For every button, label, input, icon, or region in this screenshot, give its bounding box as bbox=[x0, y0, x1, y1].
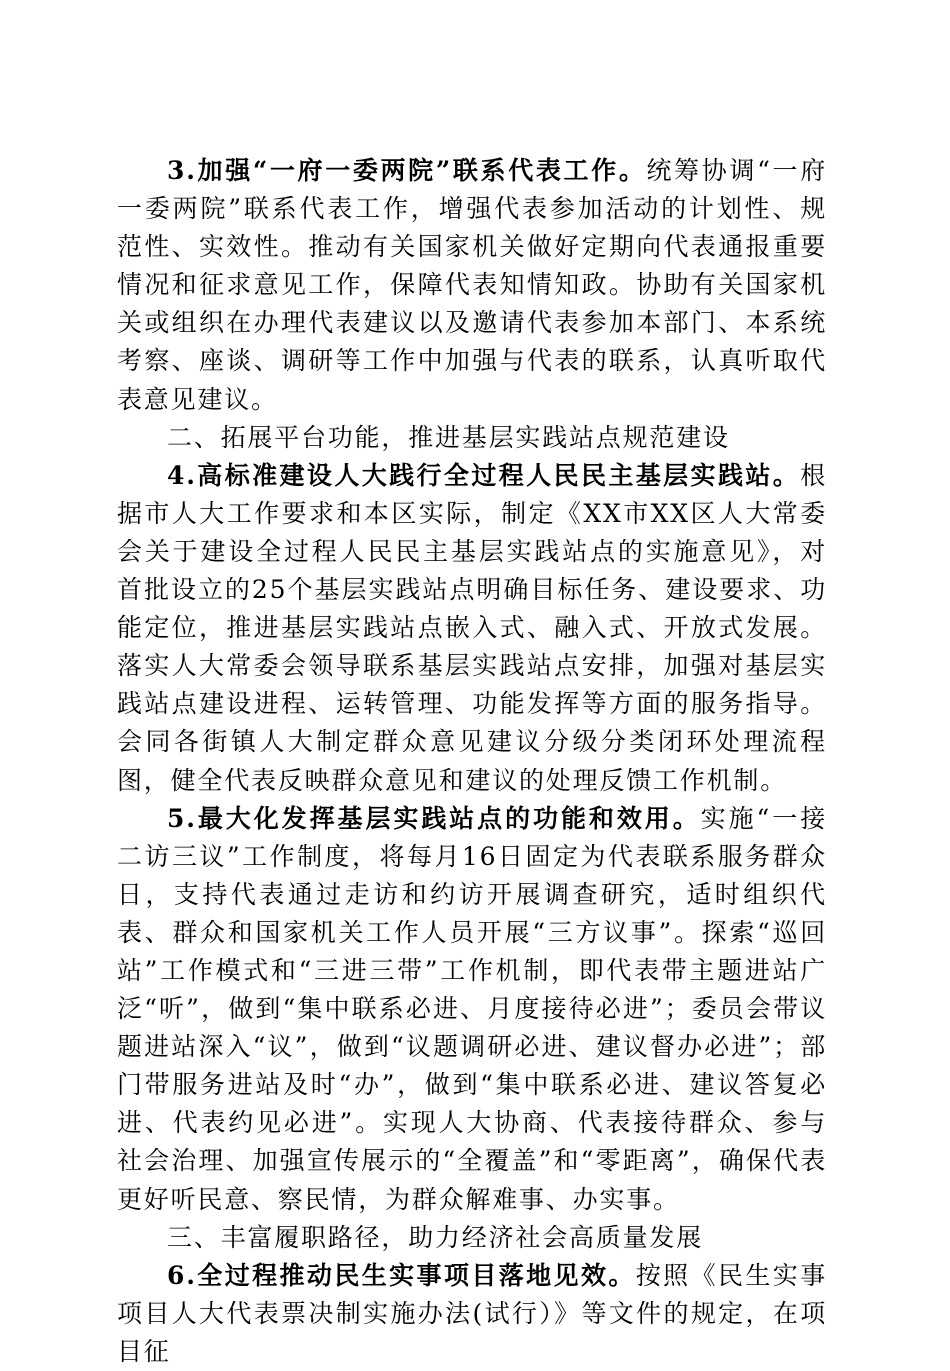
item-3-lead: 3.加强“一府一委两院”联系代表工作。 bbox=[167, 156, 647, 185]
paragraph-item-4 bbox=[117, 457, 827, 800]
item-4-body: 根据市人大工作要求和本区实际，制定《XX市XX区人大常委会关于建设全过程人民民主基层实践站点的实施意见》，对首批设立的25个基层实践站点明确目标任务、建设要求、功能定位，推进基层实践站点嵌入式、融入式、开放式发展。落实人大常委会领导联系基层实践站点安排，加强对基层实践站点建设进程、运转管理、功能发挥等方面的服务指导。会同各街镇人大制定群众意见建议分级分类闭环处理流程图，健全代表反映群众意见和建议的处理反馈工作机制。 bbox=[117, 460, 827, 795]
item-5-body: 实施“一接二访三议”工作制度，将每月16日固定为代表联系服务群众日，支持代表通过走访和约访开展调查研究，适时组织代表、群众和国家机关工作人员开展“三方议事”。探索“巡回站”工作模式和“三进三带”工作机制，即代表带主题进站广泛“听”，做到“集中联系必进、月度接待必进”；委员会带议题进站深入“议”，做到“议题调研必进、建议督办必进”；部门带服务进站及时“办”，做到“集中联系必进、建议答复必进、代表约见必进”。实现人大协商、代表接待群众、参与社会治理、加强宣传展示的“全覆盖”和“零距离”，确保代表更好听民意、察民情，为群众解难事、办实事。 bbox=[117, 803, 827, 1214]
paragraph-item-5 bbox=[117, 800, 827, 1219]
item-5-lead: 5.最大化发挥基层实践站点的功能和效用。 bbox=[167, 803, 701, 833]
paragraph-item-3 bbox=[117, 152, 827, 419]
document-body bbox=[117, 152, 827, 1371]
item-6-lead: 6.全过程推动民生实事项目落地见效。 bbox=[167, 1260, 636, 1290]
item-4-lead: 4.高标准建设人大践行全过程人民民主基层实践站。 bbox=[167, 460, 801, 490]
item-6-body: 按照《民生实事项目人大代表票决制实施办法(试行）》等文件的规定，在项目征 bbox=[117, 1260, 828, 1366]
section-heading-2: 二、拓展平台功能，推进基层实践站点规范建设 bbox=[167, 422, 730, 452]
item-3-body: 统筹协调“一府一委两院”联系代表工作，增强代表参加活动的计划性、规范性、实效性。推动有关国家机关做好定期向代表通报重要情况和征求意见工作，保障代表知情知政。协助有关国家机关或组织在办理代表建议以及邀请代表参加本部门、本系统考察、座谈、调研等工作中加强与代表的联系，认真听取代表意见建议。 bbox=[117, 156, 828, 414]
paragraph-item-6 bbox=[117, 1257, 827, 1371]
section-heading-3: 三、丰富履职路径，助力经济社会高质量发展 bbox=[167, 1222, 704, 1252]
